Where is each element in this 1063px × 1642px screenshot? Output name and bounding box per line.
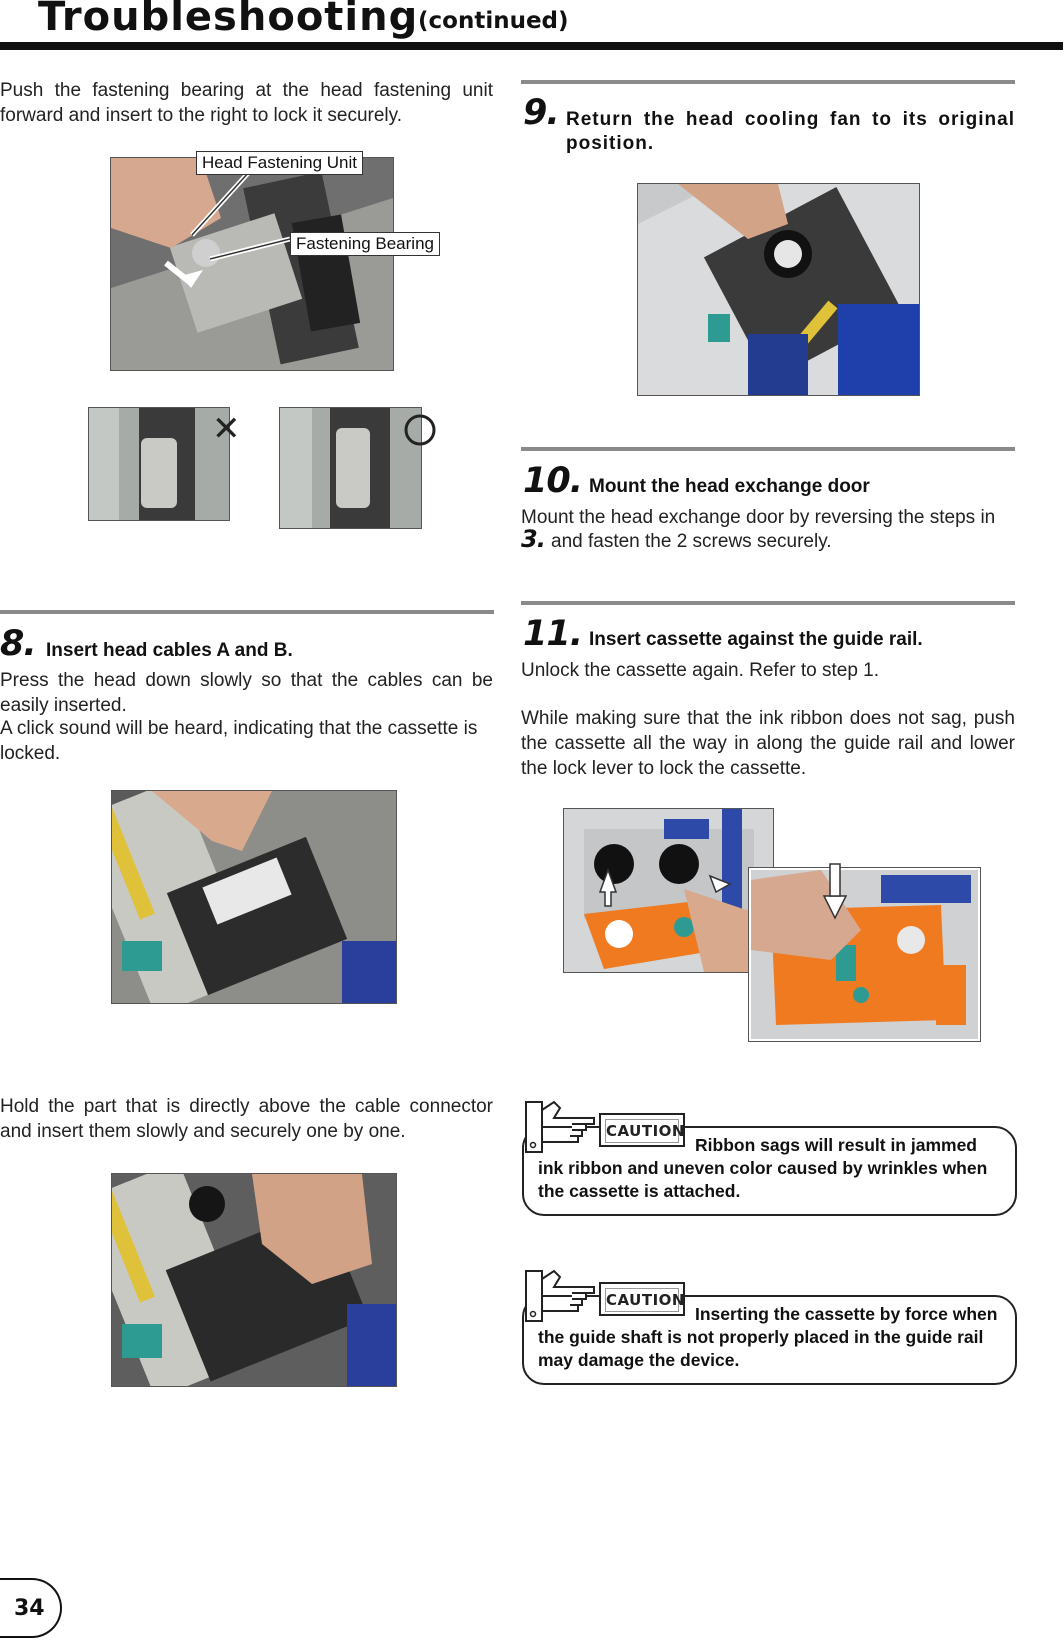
step8-title: Insert head cables A and B. bbox=[46, 640, 293, 661]
step10-title: Mount the head exchange door bbox=[589, 476, 870, 497]
correct-mark-icon bbox=[403, 413, 437, 447]
caution-label-2-text: CAUTION bbox=[605, 1288, 679, 1312]
step10-ref: 3. bbox=[521, 525, 545, 553]
caution-text-2: Inserting the cassette by force when the guide shaft is not properly placed in the guide rail may damage the device. bbox=[538, 1304, 998, 1370]
step11-text-2: While making sure that the ink ribbon does not sag, push the cassette all the way in along the guide rail and lower the lock lever to lock the cassette. bbox=[521, 708, 1015, 779]
step11-title: Insert cassette against the guide rail. bbox=[589, 629, 923, 650]
wrong-mark-icon: ✕ bbox=[212, 410, 241, 448]
insert-direction-arrows bbox=[590, 862, 850, 922]
step10-number: 10. bbox=[523, 461, 583, 501]
step8-number: 8. bbox=[0, 624, 36, 664]
insert-cables-photo bbox=[111, 790, 397, 1004]
step9-number: 9. bbox=[523, 93, 559, 133]
header-rule bbox=[0, 42, 1063, 50]
page-title: Troubleshooting bbox=[38, 0, 419, 40]
wrong-position-photo bbox=[88, 407, 230, 521]
hold-connector-text: Hold the part that is directly above the cable connector and insert them slowly and securely one by one. bbox=[0, 1096, 493, 1142]
intro-text: Push the fastening bearing at the head fastening unit forward and insert to the right to lock it securely. bbox=[0, 80, 493, 126]
step8-rule bbox=[0, 610, 494, 614]
step10-rule bbox=[521, 447, 1015, 451]
page-number: 34 bbox=[14, 1596, 45, 1621]
step8-text-2: A click sound will be heard, indicating that the cassette is locked. bbox=[0, 718, 478, 764]
step10-text-a: Mount the head exchange door by reversing the steps in bbox=[521, 507, 996, 528]
step11-number: 11. bbox=[523, 614, 583, 654]
callout-leader-lines bbox=[110, 157, 450, 297]
step10-text-b: and fasten the 2 screws securely. bbox=[551, 531, 832, 552]
step9-title: Return the head cooling fan to its original position. bbox=[566, 109, 1015, 154]
page-title-continued: (continued) bbox=[418, 8, 569, 34]
connector-insert-photo bbox=[111, 1173, 397, 1387]
caution-text-1: Ribbon sags will result in jammed ink ribbon and uneven color caused by wrinkles when the cassette is attached. bbox=[538, 1135, 988, 1201]
correct-position-photo bbox=[279, 407, 422, 529]
step11-text-1: Unlock the cassette again. Refer to step 1. bbox=[521, 660, 880, 681]
step11-rule bbox=[521, 601, 1015, 605]
step8-text-1: Press the head down slowly so that the cables can be easily inserted. bbox=[0, 670, 493, 716]
cooling-fan-photo bbox=[637, 183, 920, 396]
caution-label-1-text: CAUTION bbox=[605, 1119, 679, 1143]
step9-rule bbox=[521, 80, 1015, 84]
callout-head-fastening-unit: Head Fastening Unit bbox=[196, 151, 363, 175]
callout-fastening-bearing: Fastening Bearing bbox=[290, 232, 440, 256]
